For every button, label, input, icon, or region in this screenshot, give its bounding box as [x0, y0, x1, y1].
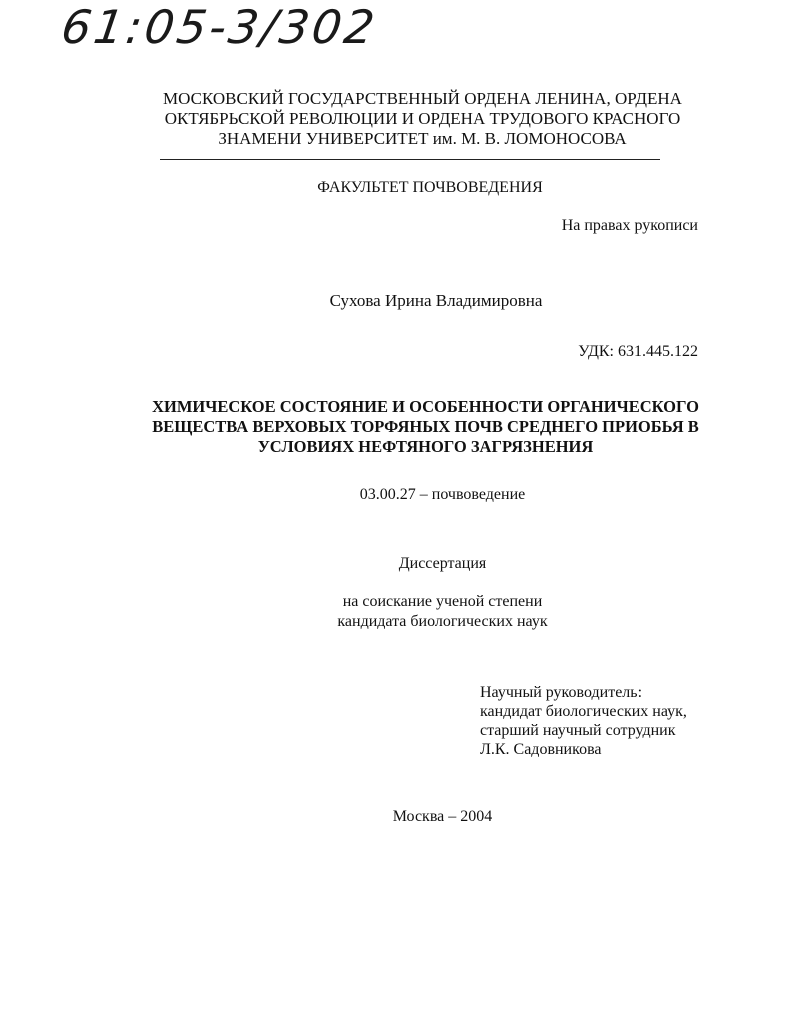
title-line: ХИМИЧЕСКОЕ СОСТОЯНИЕ И ОСОБЕННОСТИ ОРГАНИЧЕСКОГО [152, 397, 699, 416]
title-line: УСЛОВИЯХ НЕФТЯНОГО ЗАГРЯЗНЕНИЯ [257, 437, 594, 456]
specialty-code: 03.00.27 – почвоведение [359, 486, 526, 503]
manuscript-rights-note: На правах рукописи [561, 217, 698, 234]
degree-line: на соискание ученой степени [342, 593, 543, 610]
city-year: Москва – 2004 [392, 808, 493, 825]
supervisor-block [480, 683, 740, 759]
title-line: ВЕЩЕСТВА ВЕРХОВЫХ ТОРФЯНЫХ ПОЧВ СРЕДНЕГО ПРИОБЬЯ В [152, 417, 699, 436]
university-line: МОСКОВСКИЙ ГОСУДАРСТВЕННЫЙ ОРДЕНА ЛЕНИНА, ОРДЕНА [163, 89, 682, 108]
degree-sought [230, 592, 655, 632]
udc-code: УДК: 631.445.122 [578, 343, 698, 360]
university-line: ЗНАМЕНИ УНИВЕРСИТЕТ им. М. В. ЛОМОНОСОВА [218, 129, 627, 148]
supervisor-line: кандидат биологических наук, [480, 703, 687, 720]
degree-line: кандидата биологических наук [337, 613, 548, 630]
handwritten-archive-mark: 61:05-3/302 [58, 0, 381, 54]
supervisor-line: старший научный сотрудник [480, 722, 676, 739]
faculty-name: ФАКУЛЬТЕТ ПОЧВОВЕДЕНИЯ [317, 179, 543, 196]
supervisor-line: Научный руководитель: [480, 684, 643, 701]
header-divider [160, 159, 660, 160]
university-name [150, 89, 695, 149]
university-line: ОКТЯБРЬСКОЙ РЕВОЛЮЦИИ И ОРДЕНА ТРУДОВОГО КРАСНОГО [164, 109, 681, 128]
supervisor-line: Л.К. Садовникова [480, 741, 602, 758]
dissertation-title [138, 397, 713, 457]
document-type: Диссертация [398, 555, 487, 572]
author-name: Сухова Ирина Владимировна [329, 291, 543, 310]
